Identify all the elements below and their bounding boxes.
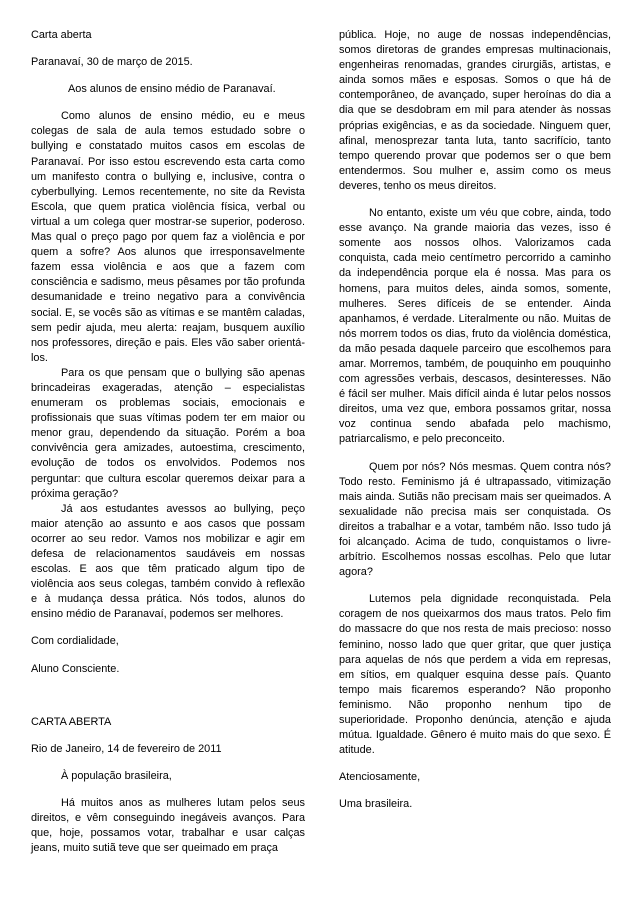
letter1-date: Paranavaí, 30 de março de 2015. — [31, 56, 193, 69]
letter2-closing: Atenciosamente, — [339, 771, 421, 784]
letter2-salutation: À população brasileira, — [61, 769, 172, 782]
letter2-paragraph-3: Quem por nós? Nós mesmas. Quem contra nós? Todo resto. Feminismo já é ultrapassado, vitimização mais ainda. Sutiãs não precisam mais ser queimados. A sexualidade não precisa mais ser conquistada. Os direitos a trabalhar e a votar, também não. Isso tudo já foi alcançado. Acima de tudo, conquistamos o livre-arbítrio. Escolhemos nossas escolhas. Pelo que lutar agora? — [339, 460, 611, 579]
letter1-closing: Com cordialidade, — [31, 635, 119, 648]
left-column — [31, 28, 305, 856]
letter2-date: Rio de Janeiro, 14 de fevereiro de 2011 — [31, 742, 222, 755]
letter1-paragraph-1: Como alunos de ensino médio, eu e meus colegas de sala de aula temos estudado sobre o bullying e constatado muitos casos em escolas de Paranavaí. Por isso estou escrevendo esta carta como um manifesto contra o bullying e, inclusive, contra o cyberbullying. Lemos recentemente, no site da Revista Escola, que quem pratica violência física, verbal ou virtual a um colega quer mostrar-se superior, poderoso. Mas qual o preço pago por quem faz a violência e por quem a sofre? Aos alunos que irresponsavelmente fazem essa violência e aos que a fazem com consciência e sadismo, meus pêsames por tão profunda desumanidade e treino negativo para a convivência social. E, se vocês são as vítimas e se mantêm caladas, sem pedir ajuda, meu alerta: reajam, busquem auxílio nos professores, direção e pais. Eles vão saber orientá-los. — [31, 110, 305, 364]
letter2-paragraph-2: No entanto, existe um véu que cobre, ainda, todo esse avanço. Na grande maioria das vezes, isso é somente aos nossos olhos. Valorizamos cada conquista, cada meio centímetro percorrido a caminho da independência porque ela é nossa. Mas para os homens, para muitos deles, ainda somos, somente, mulheres. Seres difíceis de se entender. Ainda apanhamos, é verdade. Literalmente ou não. Muitas de nós morrem todos os dias, fruto da violência doméstica, da mão pesada daquele parceiro que escolhemos para amar. Morremos, também, de pouquinho em pouquinho com agressões verbais, descasos, desinteresses. Não é fácil ser mulher. Mais difícil ainda é lutar pelos nossos direitos, uma vez que, embora possamos gritar, nossa voz continua sendo abafada pelo machismo, patriarcalismo, e pelo preconceito. — [339, 207, 611, 446]
letter1-signature: Aluno Consciente. — [31, 662, 120, 675]
letter2-signature: Uma brasileira. — [339, 798, 413, 811]
letter2-paragraph-1-continued: pública. Hoje, no auge de nossas independências, somos diretoras de grandes empresas multinacionais, engenheiras renomadas, grandes cirurgiãs, artistas, e ainda somos mães e esposas. Somos o que há de contemporâneo, de avançado, super heroínas do dia a dia que se desdobram em mil para atender às nossas próprias exigências, e as da sociedade. Ninguem quer, afinal, menosprezar tanta luta, tanto sacrifício, tanto tempo querendo provar que podemos ser o que bem entendermos. Sou mulher e, assim como os meus deveres, tenho os meus direitos. — [339, 29, 611, 192]
letter2-paragraph-1: Há muitos anos as mulheres lutam pelos seus direitos, e vêm conseguindo inegáveis avanços. Para que, hoje, possamos votar, trabalhar e usar calças jeans, muito sutiã teve que ser queimado em praça — [31, 796, 305, 855]
letter1-paragraph-2: Para os que pensam que o bullying são apenas brincadeiras exageradas, atenção – especialistas enumeram os problemas sociais, emocionais e profissionais que suas vítimas podem ter em maior ou menor grau, dependendo da situação. Porém a boa convivência gera amizades, autoestima, crescimento, evolução de todos os envolvidos. Podemos nos perguntar: que cultura escolar queremos deixar para a próxima geração? — [31, 366, 305, 500]
letter1-salutation: Aos alunos de ensino médio de Paranavaí. — [68, 83, 276, 96]
right-column — [339, 28, 611, 813]
letter1-heading: Carta aberta — [31, 29, 92, 41]
letter2-paragraph-4: Lutemos pela dignidade reconquistada. Pela coragem de nos queixarmos dos maus tratos. Pelo fim do massacre do que nos resta de mais precioso: nosso feminino, nosso lado que quer gritar, que quer justiça para aquelas de nós que perdem a vida em represas, em sítios, em qualquer esquina desse país. Quanto tempo mais ficaremos esperando? Não proponho feminismo. Não proponho nenhum tipo de superioridade. Proponho denúncia, atenção e ajuda mútua. Igualdade. Gênero é muito mais do que sexo. É atitude. — [339, 593, 611, 757]
letter2-heading: CARTA ABERTA — [31, 715, 112, 728]
letter1-paragraph-3: Já aos estudantes avessos ao bullying, peço maior atenção ao assunto e aos casos que possam ocorrer ao seu redor. Vamos nos mobilizar e agir em defesa de relacionamentos saudáveis em nossas escolas. E aos que têm praticado algum tipo de violência aos seus colegas, também convido à reflexão e à mudança dessa prática. Nós todos, alunos do ensino médio de Paranavaí, podemos ser melhores. — [31, 502, 305, 621]
